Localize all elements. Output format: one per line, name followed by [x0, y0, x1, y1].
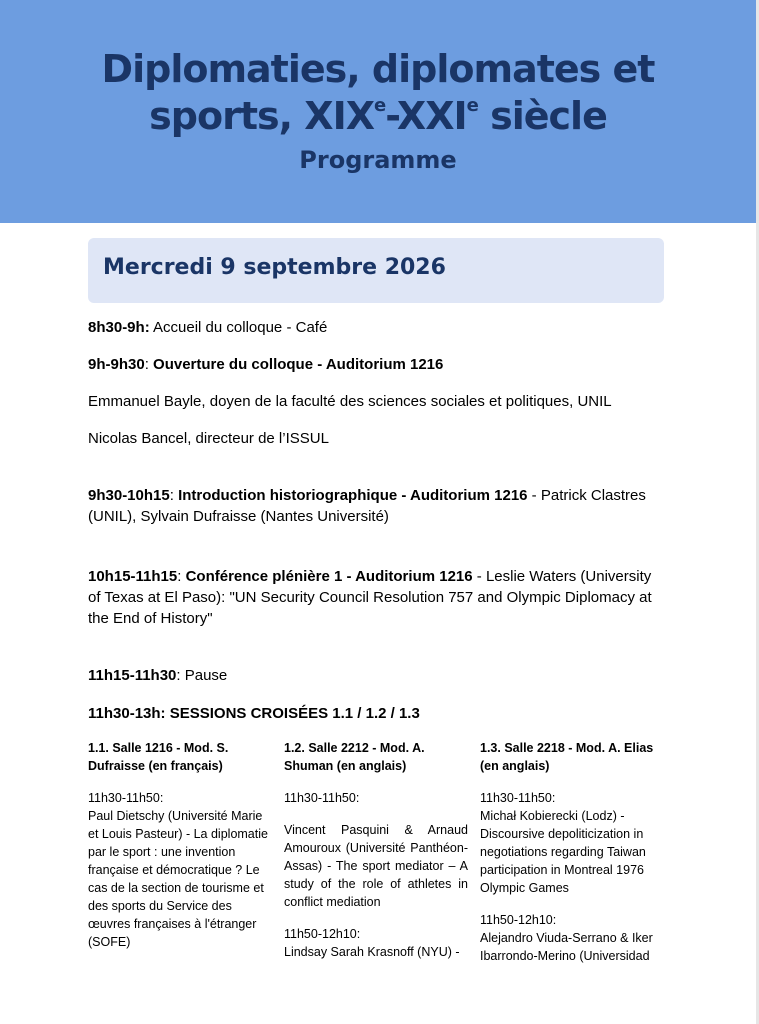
session-slot-2: 11h50-12h10: [284, 927, 361, 941]
title-line-2 [0, 93, 756, 140]
item-colon: : [144, 356, 154, 373]
page-subtitle: Programme [299, 146, 457, 174]
session-slot-2: 11h50-12h10: [480, 913, 557, 927]
session-talk: Michał Kobierecki (Lodz) - Discoursive depoliticization in negotiations regarding Taiwan participation in Montreal 1976 Olympic Games [480, 809, 646, 895]
title-line-1: Diplomaties, diplomates et [101, 47, 655, 91]
item-text: - Patrick Clastres (UNIL), Sylvain Dufraisse (Nantes Université) [88, 487, 646, 525]
session-column-2 [284, 739, 468, 961]
item-colon: : [177, 568, 186, 585]
day-heading: Mercredi 9 septembre 2026 [103, 255, 446, 280]
item-time: 9h-9h30 [88, 356, 145, 373]
header-banner [0, 0, 756, 223]
page-title [0, 46, 756, 140]
speaker-line-2: Nicolas Bancel, directeur de l’ISSUL [88, 430, 329, 447]
item-text: : Pause [176, 667, 228, 684]
title-sup-2: e [466, 95, 478, 116]
item-conference [88, 566, 666, 629]
title-part-1: sports, XIX [149, 94, 375, 138]
item-time: 10h15-11h15 [88, 568, 178, 585]
session-slot: 11h30-11h50: [88, 791, 164, 805]
session-heading: 1.2. Salle 2212 - Mod. A. Shuman (en anglais) [284, 741, 425, 773]
item-text: - Leslie Waters (University of Texas at El Paso): "UN Security Council Resolution 757 and Olympic Diplomacy at the End of History" [88, 568, 652, 627]
session-talk: Paul Dietschy (Université Marie et Louis Pasteur) - La diplomatie par le sport : une invention française et démocratique ? Le cas de la section de tourisme et des sports du Service des œuvres françaises à l'étranger (SOFE) [88, 809, 268, 949]
session-slot: 11h30-11h50: [284, 791, 360, 805]
item-ouverture [88, 354, 666, 375]
item-title: Conférence plénière 1 - Auditorium 1216 [185, 568, 473, 585]
session-talk-2: Alejandro Viuda-Serrano & Iker Ibarrondo-Merino (Universidad [480, 931, 653, 963]
item-intro [88, 485, 666, 527]
item-title: Ouverture du colloque - Auditorium 1216 [153, 356, 444, 373]
session-heading: 1.3. Salle 2218 - Mod. A. Elias (en anglais) [480, 741, 654, 773]
item-title: Introduction historiographique - Auditorium 1216 [178, 487, 528, 504]
item-time: 11h15-11h30 [88, 667, 177, 684]
item-time: 8h30-9h: [88, 319, 150, 336]
item-text: Accueil du colloque - Café [149, 319, 328, 336]
item-accueil [88, 317, 666, 338]
title-part-2: -XXI [385, 94, 467, 138]
session-heading: 1.1. Salle 1216 - Mod. S. Dufraisse (en français) [88, 741, 229, 773]
sessions-heading: 11h30-13h: SESSIONS CROISÉES 1.1 / 1.2 / 1.3 [88, 705, 420, 722]
session-column-3 [480, 739, 664, 965]
item-colon: : [169, 487, 179, 504]
session-slot: 11h30-11h50: [480, 791, 556, 805]
day-heading-box [88, 238, 664, 303]
session-talk: Vincent Pasquini & Arnaud Amouroux (Université Panthéon-Assas) - The sport mediator – A study of the role of athletes in conflict mediation [284, 823, 468, 909]
session-column-1 [88, 739, 272, 951]
title-part-3: siècle [477, 94, 607, 138]
title-sup-1: e [374, 95, 386, 116]
item-pause [88, 665, 666, 686]
item-time: 9h30-10h15 [88, 487, 170, 504]
speaker-line-1: Emmanuel Bayle, doyen de la faculté des sciences sociales et politiques, UNIL [88, 393, 612, 410]
session-talk-2: Lindsay Sarah Krasnoff (NYU) - [284, 945, 460, 959]
